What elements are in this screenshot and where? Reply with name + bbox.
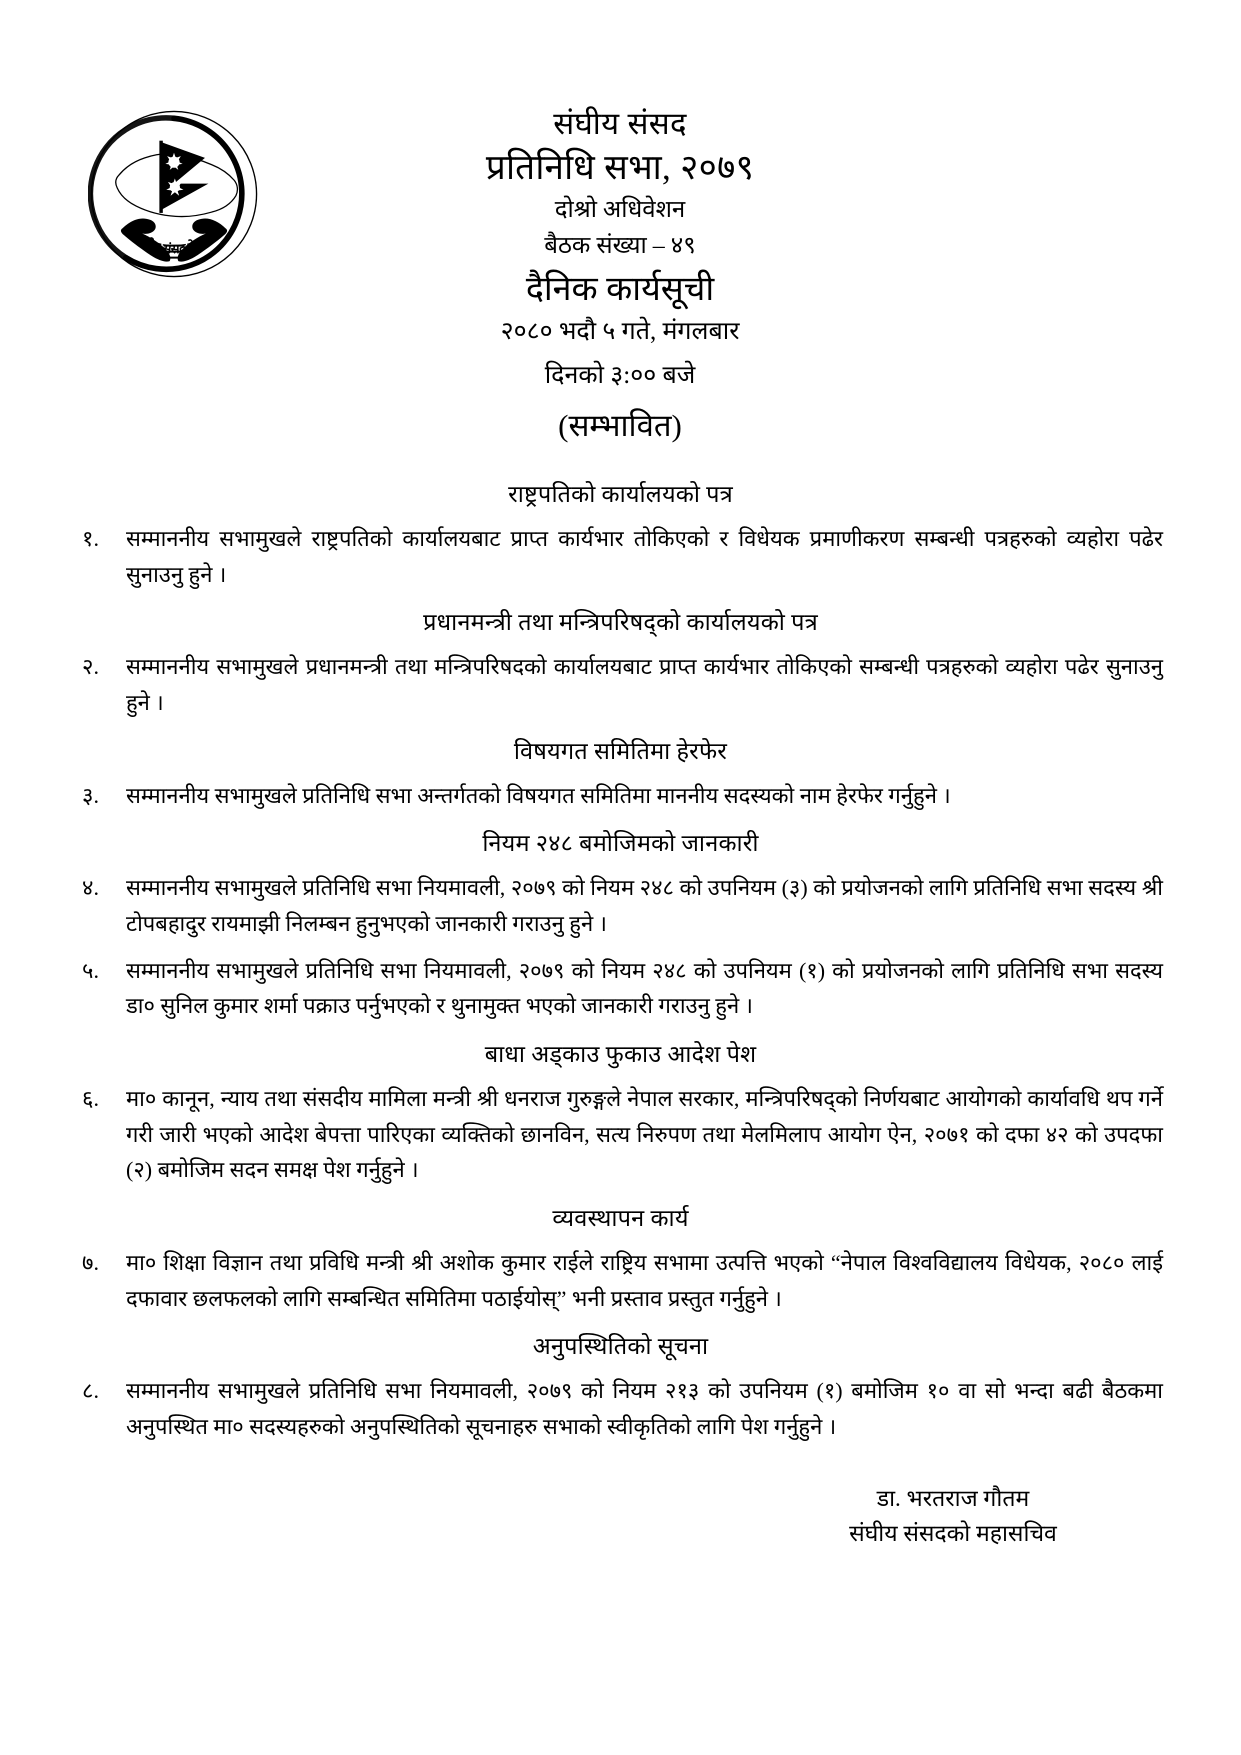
- agenda-item: [78, 1081, 1163, 1188]
- header-time: दिनको ३:०० बजे: [544, 362, 696, 390]
- emblem-caption: संघीय संसद नेपाल: [132, 231, 216, 257]
- section-heading: व्यवस्थापन कार्य: [552, 1205, 689, 1232]
- item-text: मा० कानून, न्याय तथा संसदीय मामिला मन्त्री श्री धनराज गुरुङ्गले नेपाल सरकार, मन्त्रिपरिषद्को निर्णयबाट आयोगको कार्यावधि थप गर्ने गरी जारी भएको आदेश बेपत्ता पारिएका व्यक्तिको छानविन, सत्य निरुपण तथा मेलमिलाप आयोग ऐन, २०७१ को दफा ४२ को उपदफा (२) बमोजिम सदन समक्ष पेश गर्नुहुने ।: [126, 1085, 1163, 1183]
- item-number: ५.: [82, 957, 99, 983]
- section-heading: विषयगत समितिमा हेरफेर: [513, 738, 728, 765]
- emblem-icon: [88, 108, 260, 280]
- item-text: सम्माननीय सभामुखले प्रधानमन्त्री तथा मन्त्रिपरिषदको कार्यालयबाट प्राप्त कार्यभार तोकिएको सम्बन्धी पत्रहरुको व्यहोरा पढेर सुनाउनु हुने ।: [126, 654, 1163, 715]
- item-text: सम्माननीय सभामुखले प्रतिनिधि सभा अन्तर्गतको विषयगत समितिमा माननीय सदस्यको नाम हेरफेर गर्नुहुने ।: [126, 782, 951, 808]
- item-number: ६.: [82, 1085, 99, 1111]
- page-title: दैनिक कार्यसूची: [525, 270, 715, 308]
- section-heading: नियम २४८ बमोजिमको जानकारी: [482, 831, 759, 858]
- section-heading: प्रधानमन्त्री तथा मन्त्रिपरिषद्को कार्यालयको पत्र: [423, 610, 818, 637]
- agenda-item: [78, 521, 1163, 592]
- header-tentative-note: (सम्भावित): [558, 407, 682, 443]
- signature-block: [743, 1482, 1163, 1551]
- agenda-item: [78, 953, 1163, 1024]
- item-number: १.: [82, 526, 99, 552]
- header-date: २०८० भदौ ५ गते, मंगलबार: [500, 318, 740, 346]
- item-number: २.: [82, 654, 99, 680]
- item-text: सम्माननीय सभामुखले प्रतिनिधि सभा नियमावली, २०७९ को नियम २४८ को उपनियम (१) को प्रयोजनको लागि प्रतिनिधि सभा सदस्य डा० सुनिल कुमार शर्मा पक्राउ पर्नुभएको र थुनामुक्त भएको जानकारी गराउनु हुने ।: [126, 957, 1163, 1019]
- section-heading: राष्ट्रपतिको कार्यालयको पत्र: [508, 482, 733, 508]
- agenda-item: [78, 778, 1163, 814]
- signatory-title: संघीय संसदको महासचिव: [849, 1520, 1057, 1546]
- item-number: ४.: [82, 875, 99, 901]
- agenda-item: [78, 1245, 1163, 1316]
- agenda-body: [78, 478, 1163, 1455]
- parliament-emblem: [88, 108, 260, 280]
- section-heading: अनुपस्थितिको सूचना: [532, 1334, 709, 1361]
- agenda-item: [78, 1373, 1163, 1444]
- header-house: प्रतिनिधि सभा, २०७९: [485, 147, 755, 187]
- header-organization: संघीय संसद: [553, 106, 687, 141]
- item-number: ३.: [82, 782, 99, 808]
- item-number: ७.: [82, 1249, 99, 1275]
- item-text: मा० शिक्षा विज्ञान तथा प्रविधि मन्त्री श्री अशोक कुमार राईले राष्ट्रिय सभामा उत्पत्ति भएको “नेपाल विश्वविद्यालय विधेयक, २०८० लाई दफावार छलफलको लागि सम्बन्धित समितिमा पठाईयोस्” भनी प्रस्ताव प्रस्तुत गर्नुहुने ।: [126, 1249, 1164, 1311]
- section-heading: बाधा अड्काउ फुकाउ आदेश पेश: [484, 1041, 757, 1068]
- header-session: दोश्रो अधिवेशन: [554, 196, 686, 223]
- item-text: सम्माननीय सभामुखले प्रतिनिधि सभा नियमावली, २०७९ को नियम २४८ को उपनियम (३) को प्रयोजनको लागि प्रतिनिधि सभा सदस्य श्री टोपबहादुर रायमाझी निलम्बन हुनुभएको जानकारी गराउनु हुने ।: [126, 875, 1163, 936]
- signatory-name: डा. भरतराज गौतम: [876, 1486, 1030, 1511]
- agenda-item: [78, 870, 1163, 941]
- item-text: सम्माननीय सभामुखले राष्ट्रपतिको कार्यालयबाट प्राप्त कार्यभार तोकिएको र विधेयक प्रमाणीकरण सम्बन्धी पत्रहरुको व्यहोरा पढेर सुनाउनु हुने ।: [126, 526, 1163, 587]
- item-text: सम्माननीय सभामुखले प्रतिनिधि सभा नियमावली, २०७९ को नियम २१३ को उपनियम (१) बमोजिम १० वा सो भन्दा बढी बैठकमा अनुपस्थित मा० सदस्यहरुको अनुपस्थितिको सूचनाहरु सभाको स्वीकृतिको लागि पेश गर्नुहुने ।: [126, 1378, 1163, 1439]
- agenda-item: [78, 649, 1163, 720]
- document-header: [260, 104, 980, 452]
- header-sitting-number: बैठक संख्या – ४९: [544, 232, 696, 259]
- item-number: ८.: [82, 1378, 99, 1404]
